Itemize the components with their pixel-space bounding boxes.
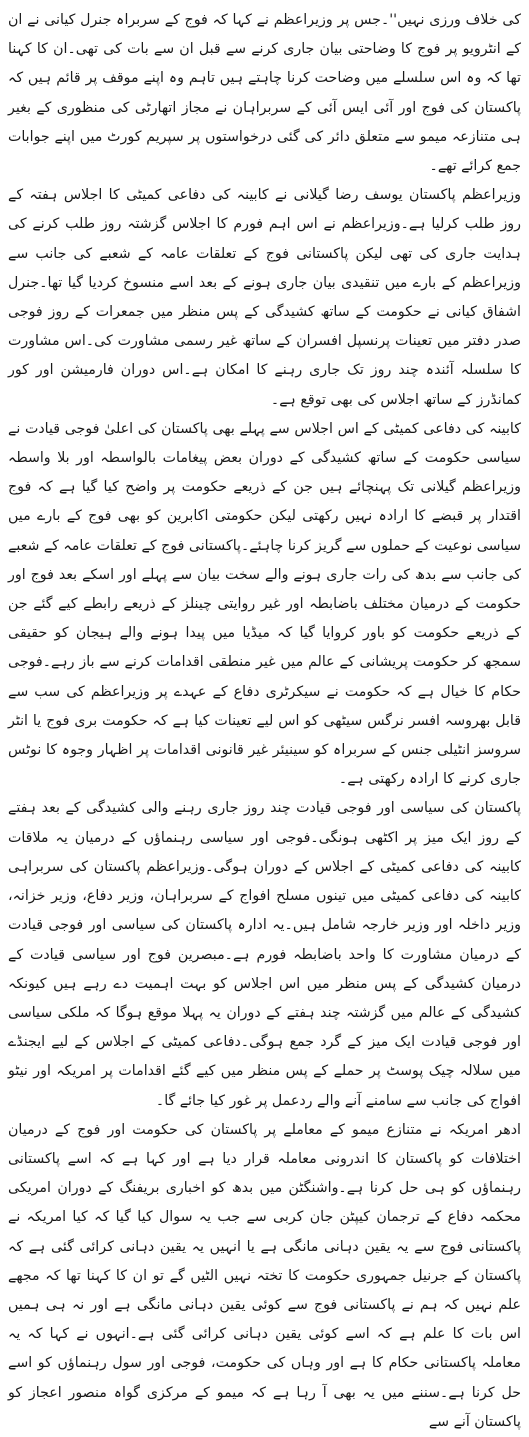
- paragraph: کابینہ کی دفاعی کمیٹی کے اس اجلاس سے پہلے بھی پاکستان کی اعلیٰ فوجی قیادت نے سیاسی حکومت کے ساتھ کشیدگی کے دوران بعض پیغامات بالواسطہ اور بلا واسطہ وزیراعظم گیلانی تک پہنچائے ہیں جن کے ذریعے حکومت پر واضح کیا گیا ہے کہ فوج اقتدار پر قبضے کا ارادہ نہیں رکھتی لیکن حکومتی اکابرین کو بھی فوج کے بارے میں سیاسی نوعیت کے حملوں سے گریز کرنا چاہئے۔پاکستانی فوج کے تعلقات عامہ کے شعبے کی جانب سے بدھ کی رات جاری ہونے والے سخت بیان سے پہلے اور اسکے بعد فوج اور حکومت کے درمیان مختلف باضابطہ اور غیر روایتی چینلز کے ذریعے رابطے کیے گئے جن کے ذریعے حکومت کو باور کروایا گیا کہ میڈیا میں پیدا ہونے والے ہیجان کو حقیقی سمجھ کر حکومت پریشانی کے عالم میں غیر منطقی اقدامات کرنے سے باز رہے۔فوجی حکام کا خیال ہے کہ حکومت نے سیکرٹری دفاع کے عہدے پر وزیراعظم کی سب سے قابل بھروسہ افسر نرگس سیٹھی کو اس لیے تعینات کیا ہے کہ حکومت بری فوج یا انٹر سروسز انٹیلی جنس کے سربراہ کو سینیئر غیر قانونی اقدامات پر اظہار وجوہ کا نوٹس جاری کرنے کا ارادہ رکھتی ہے۔: [8, 420, 521, 788]
- paragraph: پاکستان کی سیاسی اور فوجی قیادت چند روز جاری رہنے والی کشیدگی کے بعد ہفتے کے روز ایک میز پر اکٹھی ہونگی۔فوجی اور سیاسی رہنماؤں کے درمیان یہ ملاقات کابینہ کی دفاعی کمیٹی کے اجلاس کے دوران ہوگی۔وزیراعظم پاکستان کی سربراہی کابینہ کی دفاعی کمیٹی میں تینوں مسلح افواج کے سربراہان، وزیر دفاع، وزیر خزانہ، وزیر داخلہ اور وزیر خارجہ شامل ہیں۔یہ ادارہ پاکستان کی سیاسی اور فوجی قیادت کے درمیان مشاورت کا واحد باضابطہ فورم ہے۔مبصرین فوج اور سیاسی قیادت کے درمیان کشیدگی کے پس منظر میں اس اجلاس کو بہت اہمیت دے رہے ہیں کیونکہ کشیدگی کے عالم میں گزشتہ چند ہفتے کے دوران یہ پہلا موقع ہوگا کہ ملکی سیاسی اور فوجی قیادت ایک میز کے گرد جمع ہوگی۔دفاعی کمیٹی کے اجلاس کے لیے ایجنڈے میں سلالہ چیک پوسٹ پر حملے کے پس منظر میں کیے گئے اقدامات پر امریکہ اور نیٹو افواج کی جانب سے سامنے آنے والے ردعمل پر غور کیا جائے گا۔: [8, 800, 521, 1109]
- paragraph: وزیراعظم پاکستان یوسف رضا گیلانی نے کابینہ کی دفاعی کمیٹی کا اجلاس ہفتہ کے روز طلب کرلیا ہے۔وزیراعظم نے اس اہم فورم کا اجلاس گزشتہ روز طلب کرنے کی ہدایت جاری کی تھی لیکن پاکستانی فوج کے تعلقات عامہ کے شعبے کی جانب سے وزیراعظم کے بارے میں تنقیدی بیان جاری ہونے کے بعد اسے منسوخ کردیا گیا تھا۔جنرل اشفاق کیانی نے حکومت کے ساتھ کشیدگی کے پس منظر میں جمعرات کے روز فوجی صدر دفتر میں تعینات پرنسپل افسران کے ساتھ غیر رسمی مشاورت کی۔اس مشاورت کا سلسلہ آئندہ چند روز تک جاری رہنے کا امکان ہے۔اس دوران فارمیشن اور کور کمانڈرز کے ساتھ اجلاس کی بھی توقع ہے۔: [8, 187, 521, 408]
- paragraph: کی خلاف ورزی نہیں''۔جس پر وزیراعظم نے کہا کہ فوج کے سربراہ جنرل کیانی نے ان کے انٹرویو پر فوج کا وضاحتی بیان جاری کرنے سے قبل ان سے بات کی تھی۔ان کا کہنا تھا کہ وہ اس سلسلے میں وضاحت کرنا چاہتے ہیں تاہم وہ اپنے موقف پر قائم ہیں کہ پاکستان کی فوج اور آئی ایس آئی کے سربراہان نے مجاز اتھارٹی کی منظوری کے بغیر ہی متنازعہ میمو سے متعلق دائر کی گئی درخواستوں پر سپریم کورٹ میں اپنے جوابات جمع کرائے تھے۔: [8, 12, 521, 175]
- paragraph: ادھر امریکہ نے متنازع میمو کے معاملے پر پاکستان کی حکومت اور فوج کے درمیان اختلافات کو پاکستان کا اندرونی معاملہ قرار دیا ہے اور کہا ہے کہ اسے پاکستانی رہنماؤں کو ہی حل کرنا ہے۔واشنگٹن میں بدھ کو اخباری بریفنگ کے دوران امریکی محکمہ دفاع کے ترجمان کیپٹن جان کربی سے جب یہ سوال کیا گیا کہ کیا امریکہ نے پاکستانی فوج سے یہ یقین دہانی مانگی ہے یا انہیں یہ یقین دہانی کرائی گئی ہے کہ پاکستان کے جرنیل جمہوری حکومت کا تختہ نہیں الٹیں گے تو ان کا کہنا تھا کہ مجھے علم نہیں کہ ہم نے پاکستانی فوج سے کوئی یقین دہانی مانگی ہے اور نہ ہی ہمیں اس بات کا علم ہے کہ اسے کوئی یقین دہانی کرائی گئی ہے۔انہوں نے کہا کہ یہ معاملہ پاکستانی حکام کا ہے اور وہاں کی حکومت، فوجی اور سول رہنماؤں کو اسے حل کرنا ہے۔سننے میں یہ بھی آ رہا ہے کہ میمو کے مرکزی گواہ منصور اعجاز کو پاکستان آنے سے: [8, 1121, 521, 1430]
